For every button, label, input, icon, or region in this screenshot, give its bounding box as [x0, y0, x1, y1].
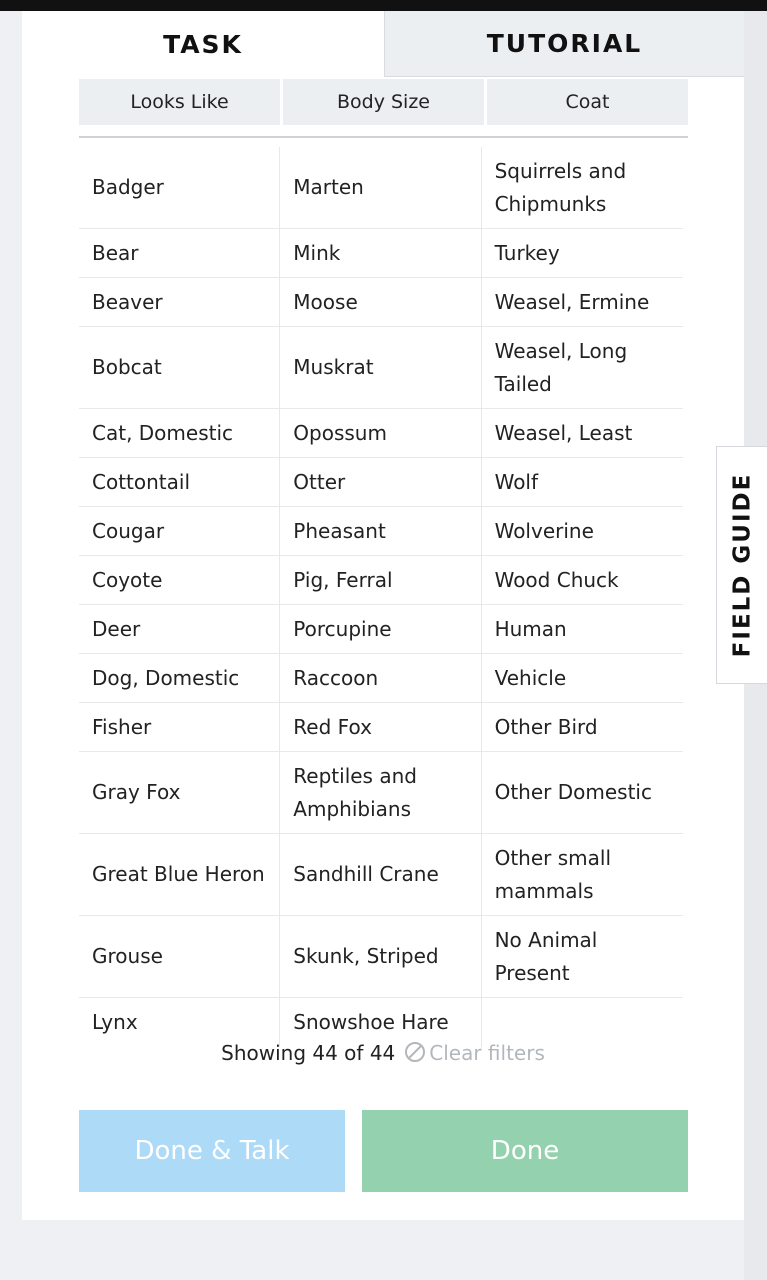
species-choice[interactable]: Raccoon: [280, 654, 481, 703]
species-choice[interactable]: Dog, Domestic: [79, 654, 280, 703]
species-choice[interactable]: Sandhill Crane: [280, 834, 481, 916]
species-choice[interactable]: Squirrels and Chipmunks: [482, 147, 683, 229]
species-grid: [79, 147, 683, 1047]
species-choice[interactable]: Other Bird: [482, 703, 683, 752]
filter-body-size[interactable]: Body Size: [283, 79, 484, 125]
species-choice[interactable]: Wood Chuck: [482, 556, 683, 605]
species-choice[interactable]: Pheasant: [280, 507, 481, 556]
done-button[interactable]: Done: [362, 1110, 688, 1192]
species-row: [79, 409, 683, 458]
species-row: [79, 605, 683, 654]
species-choice[interactable]: Red Fox: [280, 703, 481, 752]
clear-filters-label: Clear filters: [429, 1041, 545, 1065]
species-choice[interactable]: Wolf: [482, 458, 683, 507]
species-choice[interactable]: Reptiles and Amphibians: [280, 752, 481, 834]
species-choice[interactable]: Cat, Domestic: [79, 409, 280, 458]
species-choice[interactable]: Vehicle: [482, 654, 683, 703]
species-choice[interactable]: Cottontail: [79, 458, 280, 507]
species-choice[interactable]: Grouse: [79, 916, 280, 998]
species-choice[interactable]: Pig, Ferral: [280, 556, 481, 605]
species-choice[interactable]: Muskrat: [280, 327, 481, 409]
species-choice[interactable]: Bobcat: [79, 327, 280, 409]
species-choice[interactable]: Beaver: [79, 278, 280, 327]
species-choice[interactable]: Cougar: [79, 507, 280, 556]
species-row: [79, 147, 683, 229]
species-choice[interactable]: Lynx: [79, 998, 280, 1047]
species-choice[interactable]: Coyote: [79, 556, 280, 605]
field-guide-label: FIELD GUIDE: [729, 472, 755, 658]
species-row: [79, 327, 683, 409]
species-row: [79, 654, 683, 703]
species-choice[interactable]: Turkey: [482, 229, 683, 278]
species-row: [79, 752, 683, 834]
species-choice[interactable]: Human: [482, 605, 683, 654]
species-choice[interactable]: Deer: [79, 605, 280, 654]
species-choice[interactable]: Weasel, Least: [482, 409, 683, 458]
species-row: [79, 458, 683, 507]
species-choice[interactable]: Mink: [280, 229, 481, 278]
species-choice[interactable]: Weasel, Long Tailed: [482, 327, 683, 409]
prohibited-icon: [405, 1042, 425, 1062]
species-choice[interactable]: Skunk, Striped: [280, 916, 481, 998]
species-choice[interactable]: Weasel, Ermine: [482, 278, 683, 327]
tab-tutorial[interactable]: TUTORIAL: [384, 11, 744, 77]
species-row: [79, 998, 683, 1047]
species-row: [79, 278, 683, 327]
species-choice[interactable]: Otter: [280, 458, 481, 507]
done-and-talk-button[interactable]: Done & Talk: [79, 1110, 345, 1192]
species-row: [79, 916, 683, 998]
species-choice[interactable]: No Animal Present: [482, 916, 683, 998]
filter-bar: [79, 79, 688, 125]
species-choice[interactable]: Opossum: [280, 409, 481, 458]
species-row: [79, 703, 683, 752]
species-choice[interactable]: Badger: [79, 147, 280, 229]
species-row: [79, 556, 683, 605]
status-bar: [0, 0, 767, 11]
results-status: [22, 1041, 744, 1065]
species-choice[interactable]: Great Blue Heron: [79, 834, 280, 916]
species-choice[interactable]: Bear: [79, 229, 280, 278]
field-guide-tab[interactable]: [716, 446, 767, 684]
species-choice[interactable]: Snowshoe Hare: [280, 998, 481, 1047]
species-choice[interactable]: Gray Fox: [79, 752, 280, 834]
species-choice[interactable]: Porcupine: [280, 605, 481, 654]
showing-count: Showing 44 of 44: [221, 1041, 396, 1065]
classifier-panel: [22, 11, 744, 1220]
species-choice[interactable]: Fisher: [79, 703, 280, 752]
species-choice[interactable]: Other Domestic: [482, 752, 683, 834]
species-choice[interactable]: Marten: [280, 147, 481, 229]
species-row: [79, 229, 683, 278]
species-choice[interactable]: Other small mammals: [482, 834, 683, 916]
species-choice[interactable]: Moose: [280, 278, 481, 327]
filter-coat[interactable]: Coat: [487, 79, 688, 125]
filter-looks-like[interactable]: Looks Like: [79, 79, 280, 125]
filter-divider: [79, 136, 688, 138]
species-row: [79, 507, 683, 556]
species-choice[interactable]: Wolverine: [482, 507, 683, 556]
empty-cell: [482, 998, 683, 1047]
species-row: [79, 834, 683, 916]
tab-task[interactable]: TASK: [22, 11, 384, 77]
clear-filters-button[interactable]: [405, 1041, 545, 1065]
